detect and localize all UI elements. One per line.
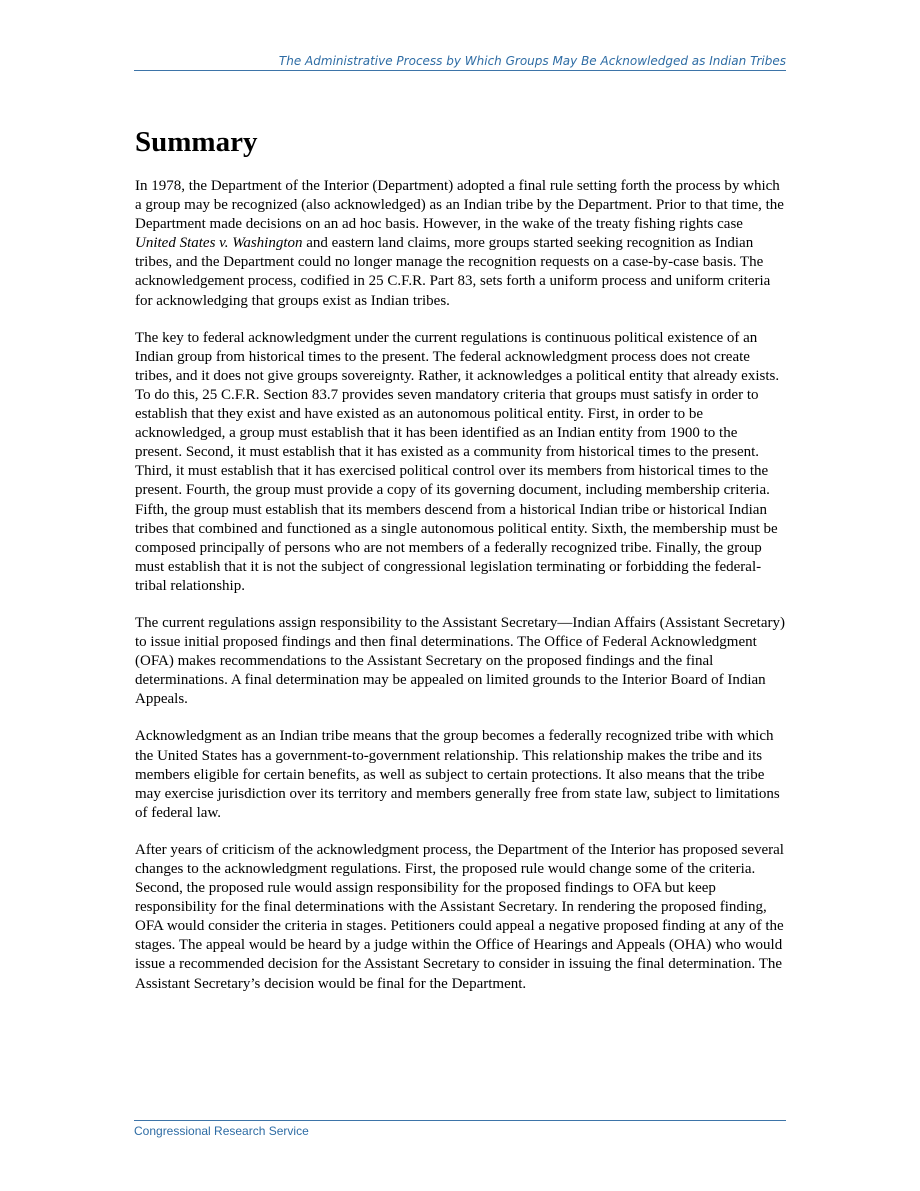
paragraph-3: The current regulations assign responsibility to the Assistant Secretary—Indian Affairs (Assistant Secretary) to issue initial proposed findings and then final determinations. The Office of Federal Acknowledgment (OFA) makes recommendations to the Assistant Secretary on the proposed findings and the final determinations. A final determination may be appealed on limited grounds to the Interior Board of Indian Appeals. xyxy=(135,614,785,708)
running-header: The Administrative Process by Which Groups May Be Acknowledged as Indian Tribes xyxy=(134,54,786,71)
paragraph-1 xyxy=(135,177,787,311)
case-citation: United States v. Washington xyxy=(135,235,303,252)
running-footer: Congressional Research Service xyxy=(134,1120,786,1138)
paragraph-1-text-after: and eastern land claims, more groups started seeking recognition as Indian tribes, and the Department could no longer manage the recognition requests on a case-by-case basis. The acknowledgement process, codified in 25 C.F.R. Part 83, sets forth a uniform process and uniform criteria for acknowledging that groups exist as Indian tribes. xyxy=(135,235,771,309)
page-title: Summary xyxy=(135,126,258,158)
paragraph-2: The key to federal acknowledgment under the current regulations is continuous political existence of an Indian group from historical times to the present. The federal acknowledgment process does not create tribes, and it does not give groups sovereignty. Rather, it acknowledges a political entity that already exists. To do this, 25 C.F.R. Section 83.7 provides seven mandatory criteria that groups must satisfy in order to establish that they exist and have existed as an autonomous political entity. First, in order to be acknowledged, a group must establish that it has been identified as an Indian entity from 1900 to the present. Second, it must establish that it has existed as a community from historical times to the present. Third, it must establish that it has exercised political control over its members from historical times to the present. Fourth, the group must provide a copy of its governing document, including membership criteria. Fifth, the group must establish that its members descend from a historical Indian tribe or historical Indian tribes that combined and functioned as a single autonomous political entity. Sixth, the membership must be composed principally of persons who are not members of a federally recognized tribe. Finally, the group must establish that it is not the subject of congressional legislation terminating or forbidding the federal-tribal relationship. xyxy=(135,329,780,594)
paragraph-5: After years of criticism of the acknowledgment process, the Department of the Interior has proposed several changes to the acknowledgment regulations. First, the proposed rule would change some of the criteria. Second, the proposed rule would assign responsibility for the proposed findings to OFA but keep responsibility for the final determinations with the Assistant Secretary. In rendering the proposed finding, OFA would consider the criteria in stages. Petitioners could appeal a negative proposed finding at any of the stages. The appeal would be heard by a judge within the Office of Hearings and Appeals (OHA) who would issue a recommended decision for the Assistant Secretary to consider in issuing the final determination. The Assistant Secretary’s decision would be final for the Department. xyxy=(135,841,784,992)
paragraph-4: Acknowledgment as an Indian tribe means that the group becomes a federally recognized tribe with which the United States has a government-to-government relationship. This relationship makes the tribe and its members eligible for certain benefits, as well as subject to certain protections. It also means that the tribe may exercise jurisdiction over its territory and members generally free from state law, subject to limitations of federal law. xyxy=(135,728,780,821)
summary-body xyxy=(135,177,787,1012)
paragraph-1-text-before: In 1978, the Department of the Interior (Department) adopted a final rule setting forth the process by which a group may be recognized (also acknowledged) as an Indian tribe by the Department. Prior to that time, the Department made decisions on an ad hoc basis. However, in the wake of the treaty fishing rights case xyxy=(135,178,784,233)
